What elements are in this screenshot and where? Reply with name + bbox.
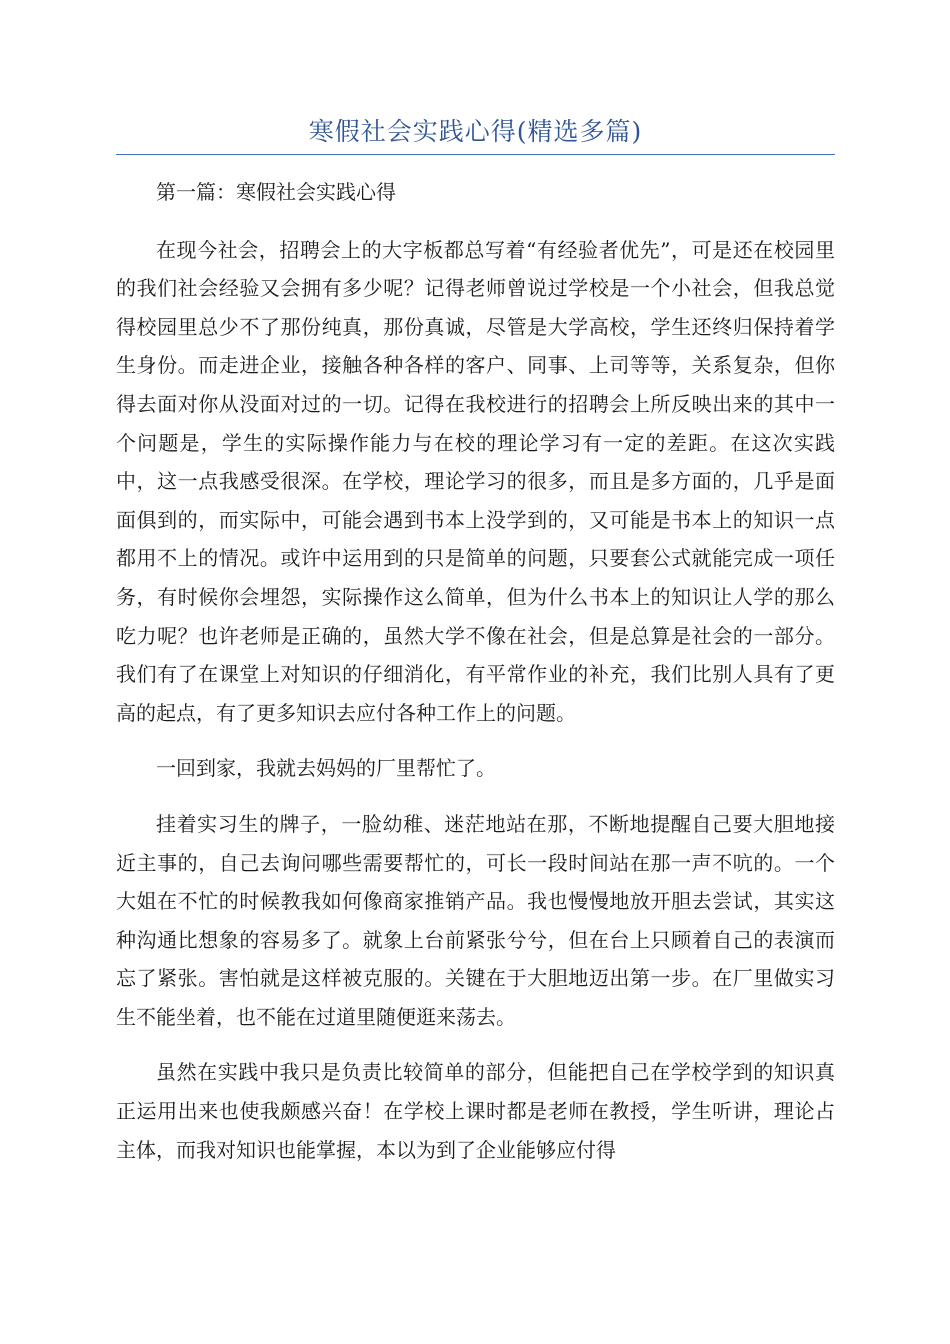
title-underline-divider xyxy=(116,154,835,155)
body-paragraph-4: 虽然在实践中我只是负责比较简单的部分，但能把自己在学校学到的知识真正运用出来也使我颇感兴奋！在学校上课时都是老师在教授，学生听讲，理论占主体，而我对知识也能掌握，本以为到了企业能够应付得 xyxy=(116,1060,835,1162)
document-body xyxy=(116,173,835,1186)
body-paragraph-3: 挂着实习生的牌子，一脸幼稚、迷茫地站在那，不断地提醒自己要大胆地接近主事的，自己去询问哪些需要帮忙的，可长一段时间站在那一声不吭的。一个大姐在不忙的时候教我如何像商家推销产品。我也慢慢地放开胆去尝试，其实这种沟通比想象的容易多了。就象上台前紧张兮兮，但在台上只顾着自己的表演而忘了紧张。害怕就是这样被克服的。关键在于大胆地迈出第一步。在厂里做实习生不能坐着，也不能在过道里随便逛来荡去。 xyxy=(116,811,835,1029)
body-paragraph-1: 在现今社会，招聘会上的大字板都总写着“有经验者优先”，可是还在校园里的我们社会经验又会拥有多少呢？记得老师曾说过学校是一个小社会，但我总觉得校园里总少不了那份纯真，那份真诚，尽管是大学高校，学生还终归保持着学生身份。而走进企业，接触各种各样的客户、同事、上司等等，关系复杂，但你得去面对你从没面对过的一切。记得在我校进行的招聘会上所反映出来的其中一个问题是，学生的实际操作能力与在校的理论学习有一定的差距。在这次实践中，这一点我感受很深。在学校，理论学习的很多，而且是多方面的，几乎是面面俱到的，而实际中，可能会遇到书本上没学到的，又可能是书本上的知识一点都用不上的情况。或许中运用到的只是简单的问题，只要套公式就能完成一项任务，有时候你会埋怨，实际操作这么简单，但为什么书本上的知识让人学的那么吃力呢？也许老师是正确的，虽然大学不像在社会，但是总算是社会的一部分。我们有了在课堂上对知识的仔细消化，有平常作业的补充，我们比别人具有了更高的起点，有了更多知识去应付各种工作上的问题。 xyxy=(116,237,835,725)
document-title: 寒假社会实践心得(精选多篇) xyxy=(308,117,643,146)
section-heading: 第一篇：寒假社会实践心得 xyxy=(156,180,396,204)
body-paragraph-2: 一回到家，我就去妈妈的厂里帮忙了。 xyxy=(156,756,496,781)
